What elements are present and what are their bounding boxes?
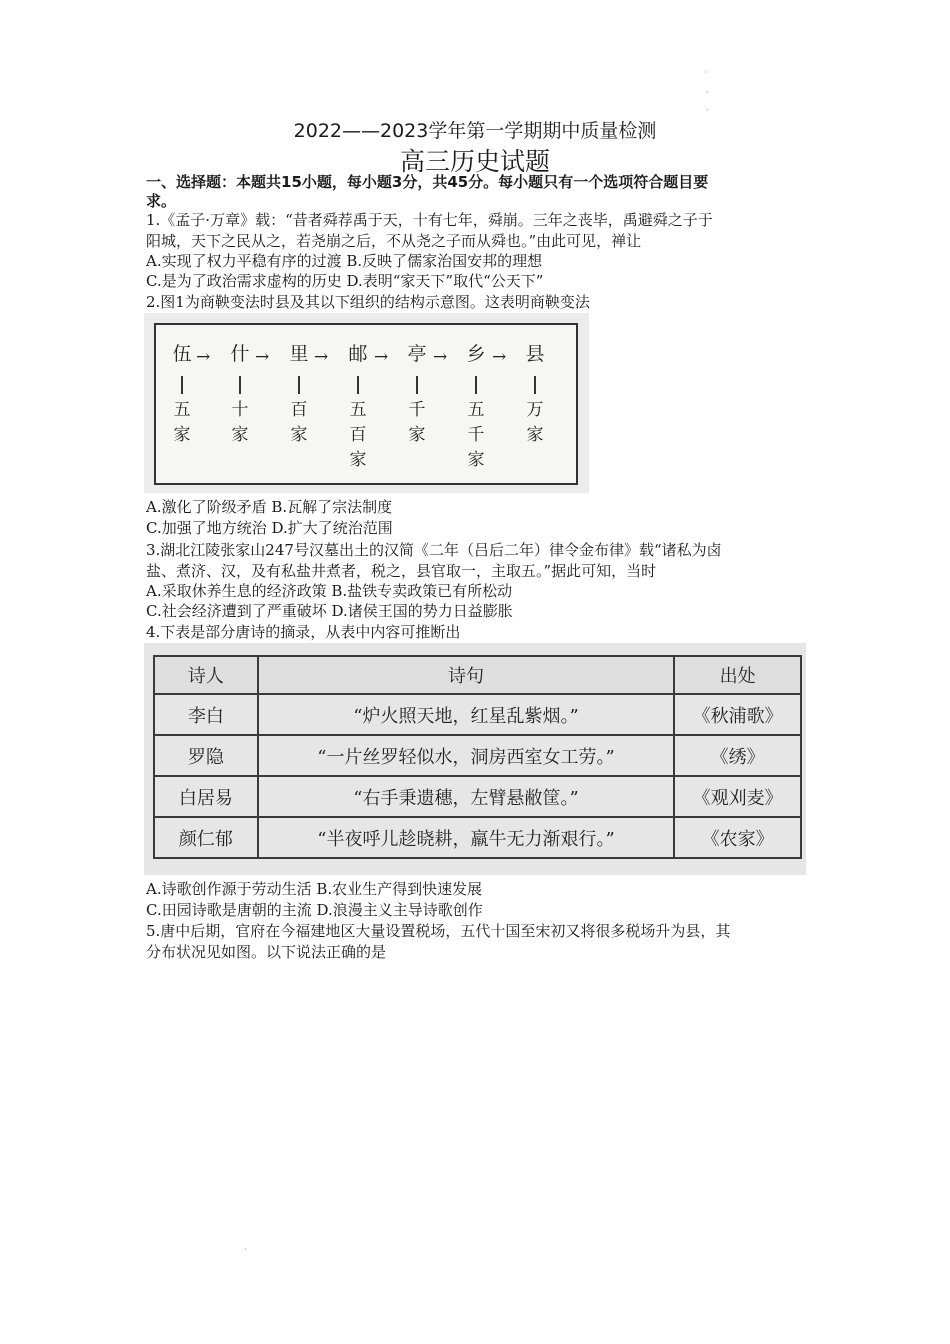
unit-shi: 什 十 家 (230, 343, 250, 445)
arrow-icon: → (196, 347, 211, 367)
verse-cell: “右手秉遗穗，左臂悬敝筐。” (258, 776, 675, 817)
q1-stem: 1.《孟子·万章》载：“昔者舜荐禹于天，十有七年，舜崩。三年之丧毕，禹避舜之子于 (146, 211, 713, 229)
shang-yang-structure-figure (144, 313, 589, 493)
source-cell: 《秋浦歌》 (674, 694, 801, 735)
q5-stem: 5.唐中后期，官府在今福建地区大量设置税场，五代十国至宋初又将很多税场升为县，其 (146, 922, 731, 940)
poet-cell: 罗隐 (154, 735, 258, 776)
header-poet: 诗人 (154, 656, 258, 694)
arrow-icon: → (374, 347, 389, 367)
arrow-icon: → (314, 347, 329, 367)
table-row (154, 776, 801, 817)
exam-subtitle: 高三历史试题 (399, 147, 550, 176)
q2-options-cd: C.加强了地方统治 D.扩大了统治范围 (146, 519, 393, 537)
section-heading: 一、选择题：本题共15小题，每小题3分，共45分。每小题只有一个选项符合题目要 (146, 173, 709, 191)
unit-you: 邮 五 百 家 (348, 343, 368, 470)
scan-dot: · (704, 68, 707, 77)
unit-xiang: 乡 五 千 家 (466, 343, 486, 470)
q3-options-cd: C.社会经济遭到了严重破坏 D.诸侯王国的势力日益膨胀 (146, 602, 513, 620)
q5-stem-cont: 分布状况见如图。以下说法正确的是 (146, 943, 387, 961)
header-source: 出处 (674, 656, 801, 694)
arrow-icon: → (492, 347, 507, 367)
source-cell: 《观刈麦》 (674, 776, 801, 817)
table-row (154, 735, 801, 776)
q4-stem: 4.下表是部分唐诗的摘录，从表中内容可推断出 (146, 623, 461, 641)
q1-options-ab: A.实现了权力平稳有序的过渡 B.反映了儒家治国安邦的理想 (146, 252, 543, 270)
scan-dot: · (706, 106, 709, 115)
poet-cell: 李白 (154, 694, 258, 735)
scan-dot: · (244, 1245, 247, 1254)
poet-cell: 白居易 (154, 776, 258, 817)
verse-cell: “炉火照天地，红星乱紫烟。” (258, 694, 675, 735)
q4-options-ab: A.诗歌创作源于劳动生活 B.农业生产得到快速发展 (146, 880, 483, 898)
scan-dot: · (706, 88, 709, 97)
q2-options-ab: A.激化了阶级矛盾 B.瓦解了宗法制度 (146, 498, 393, 516)
source-cell: 《绣》 (674, 735, 801, 776)
section-heading-cont: 求。 (146, 192, 177, 210)
q1-stem-cont: 阳城，天下之民从之，若尧崩之后，不从尧之子而从舜也。”由此可见，禅让 (146, 232, 642, 250)
verse-cell: “一片丝罗轻似水，洞房西室女工劳。” (258, 735, 675, 776)
figure-frame (154, 323, 578, 485)
table-row (154, 694, 801, 735)
q3-stem: 3.湖北江陵张家山247号汉墓出土的汉简《二年（吕后二年）律令金布律》载“诸私为卤 (146, 541, 722, 559)
unit-ting: 亭 千 家 (407, 343, 427, 445)
unit-wu: 伍 五 家 (172, 343, 192, 445)
unit-xian: 县 万 家 (525, 343, 545, 445)
table-header-row (154, 656, 801, 694)
arrow-icon: → (433, 347, 448, 367)
q1-options-cd: C.是为了政治需求虚构的历史 D.表明“家天下”取代“公天下” (146, 272, 544, 290)
source-cell: 《农家》 (674, 817, 801, 858)
tang-poetry-table-figure (144, 643, 806, 875)
exam-title: 2022——2023学年第一学期期中质量检测 (293, 120, 657, 142)
header-verse: 诗句 (258, 656, 675, 694)
q4-options-cd: C.田园诗歌是唐朝的主流 D.浪漫主义主导诗歌创作 (146, 901, 483, 919)
unit-li: 里 百 家 (289, 343, 309, 445)
verse-cell: “半夜呼儿趁晓耕，羸牛无力渐艰行。” (258, 817, 675, 858)
q3-options-ab: A.采取休养生息的经济政策 B.盐铁专卖政策已有所松动 (146, 582, 513, 600)
q3-stem-cont: 盐、煮济、汉，及有私盐井煮者，税之，县官取一，主取五。”据此可知，当时 (146, 562, 657, 580)
q2-stem: 2.图1为商鞅变法时县及其以下组织的结构示意图。这表明商鞅变法 (146, 293, 590, 311)
poet-cell: 颜仁郁 (154, 817, 258, 858)
arrow-icon: → (255, 347, 270, 367)
poetry-table (153, 655, 802, 859)
table-row (154, 817, 801, 858)
